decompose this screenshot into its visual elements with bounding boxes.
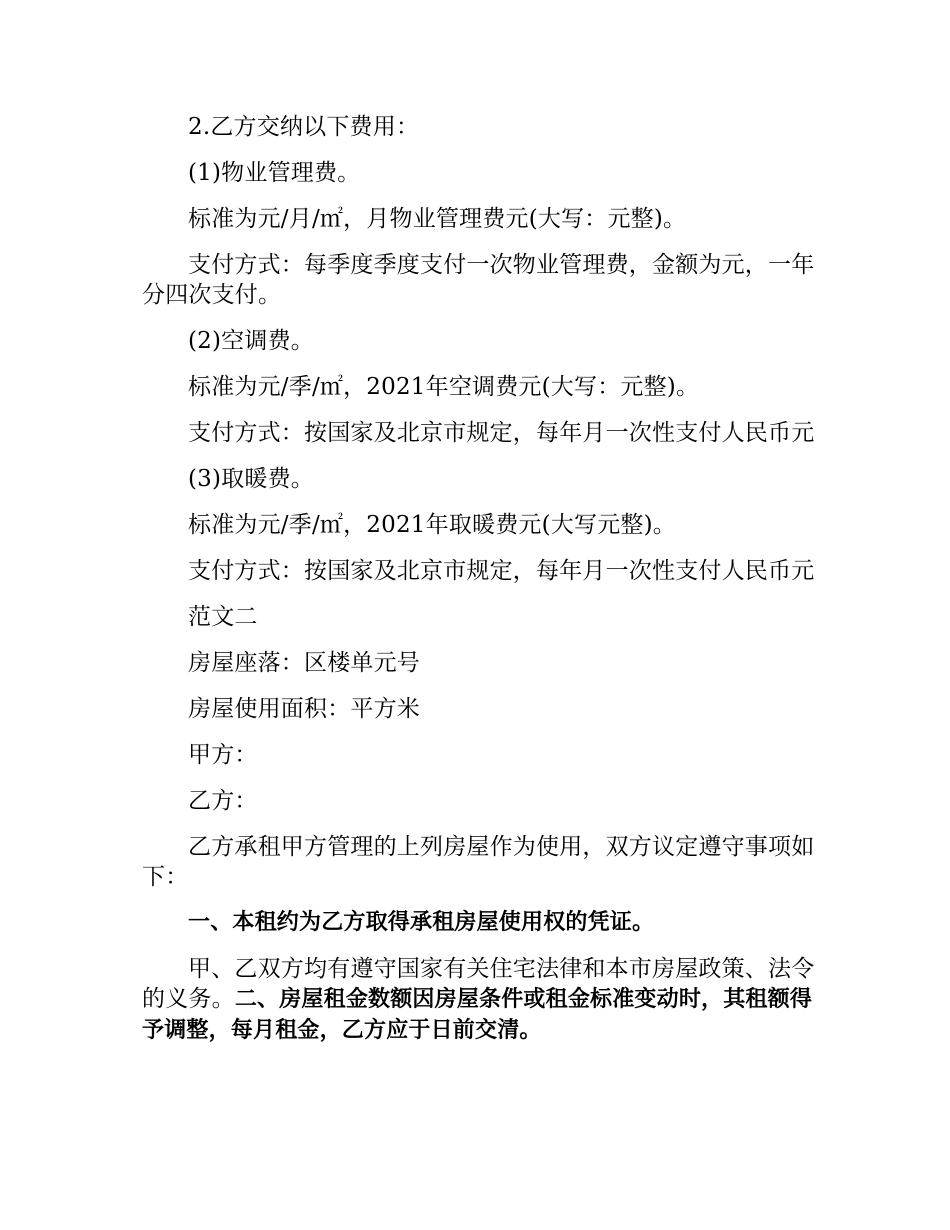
paragraph-ac-fee-payment: 支付方式：按国家及北京市规定，每年月一次性支付人民币元	[188, 420, 815, 446]
paragraph-house-location: 房屋座落：区楼单元号	[188, 650, 420, 676]
document-page	[142, 112, 822, 1046]
paragraph-ac-fee-standard: 标准为元/季/㎡，2021年空调费元(大写：元整)。	[188, 374, 700, 400]
paragraph-property-fee-payment: 支付方式：每季度季度支付一次物业管理费，金额为元，一年分四次支付。	[142, 252, 815, 308]
paragraph-property-fee-standard: 标准为元/月/㎡，月物业管理费元(大写：元整)。	[188, 206, 687, 232]
clause-two-normal-text: 甲、乙双方均有遵守国家有关住宅法律和本市房屋政策、法令的义务。	[142, 956, 815, 1012]
paragraph-party-b: 乙方：	[188, 788, 258, 814]
paragraph-house-area: 房屋使用面积：平方米	[188, 696, 420, 722]
paragraph-sample-two-title: 范文二	[188, 604, 258, 630]
paragraph-heating-fee-title: (3)取暖费。	[188, 466, 314, 492]
paragraph-ac-fee-title: (2)空调费。	[188, 328, 314, 354]
paragraph-party-a: 甲方：	[188, 742, 258, 768]
paragraph-clause-two	[142, 954, 822, 1046]
paragraph-heating-fee-standard: 标准为元/季/㎡，2021年取暖费元(大写元整)。	[188, 512, 676, 538]
clause-two-bold-text: 二、房屋租金数额因房屋条件或租金标准变动时，其租额得予调整，每月租金，乙方应于日前交清。	[142, 987, 813, 1043]
paragraph-property-fee-title: (1)物业管理费。	[188, 160, 361, 186]
paragraph-fees-heading: 2.乙方交纳以下费用：	[188, 114, 420, 140]
paragraph-heating-fee-payment: 支付方式：按国家及北京市规定，每年月一次性支付人民币元	[188, 558, 815, 584]
paragraph-clause-one: 一、本租约为乙方取得承租房屋使用权的凭证。	[188, 910, 655, 935]
paragraph-agreement-intro: 乙方承租甲方管理的上列房屋作为使用，双方议定遵守事项如下：	[142, 834, 815, 890]
